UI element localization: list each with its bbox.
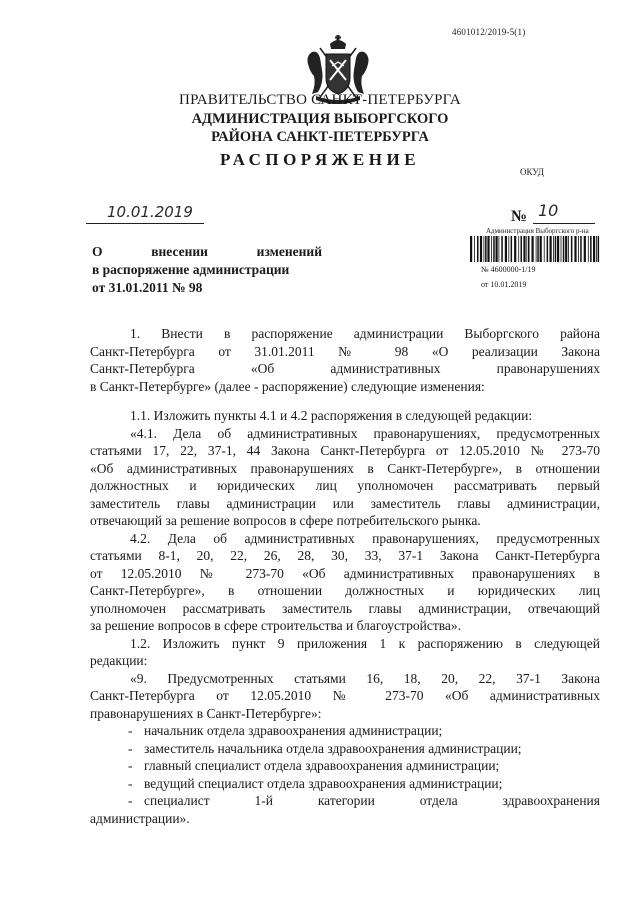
list-item — [90, 757, 600, 775]
list-item — [90, 740, 600, 758]
list-dash: - — [128, 775, 133, 791]
list-item-text: заместитель начальника отдела здравоохранения администрации; — [144, 740, 522, 756]
subject-line-2: в распоряжение администрации — [92, 262, 290, 277]
body-line: статьями 17, 22, 37-1, 44 Закона Санкт-Петербурга от 12.05.2010 № 273-70 — [90, 443, 600, 458]
date-underline — [86, 223, 204, 224]
administration-line-2: РАЙОНА САНКТ-ПЕТЕРБУРГА — [211, 129, 429, 145]
administration-line-1: АДМИНИСТРАЦИЯ ВЫБОРГСКОГО — [191, 111, 449, 127]
body-line: 4.2. Дела об административных правонарушениях, предусмотренных — [130, 530, 600, 546]
stamp-organization: Администрация Выборгского р-на — [486, 227, 589, 235]
handwritten-date: 10.01.2019 — [107, 203, 193, 221]
list-item-text: начальник отдела здравоохранения администрации; — [144, 723, 443, 738]
list-item-text: главный специалист отдела здравоохранения администрации; — [144, 758, 500, 773]
list-dash: - — [128, 758, 133, 773]
body-line: Санкт-Петербурга от 12.05.2010 № 273-70 «Об административных — [90, 688, 600, 703]
document-subject — [92, 243, 322, 297]
document-code: 4601012/2019-5(1) — [452, 27, 526, 37]
body-line: отвечающий за решение вопросов в сфере потребительского рынка. — [90, 513, 481, 528]
list-item — [90, 775, 600, 793]
list-item-text: специалист 1-й категории отдела здравоохранения — [144, 793, 600, 808]
document-body — [90, 325, 600, 827]
body-line: заместитель главы администрации или заместитель главы администрации, — [90, 495, 600, 511]
list-dash: - — [128, 793, 133, 808]
subject-word: внесении — [151, 244, 208, 259]
body-line: Санкт-Петербурге», в отношении должностных и юридических лиц — [90, 583, 600, 598]
body-line: статьями 8-1, 20, 22, 26, 28, 30, 33, 37-1 Закона Санкт-Петербурга — [90, 548, 600, 563]
list-dash: - — [128, 740, 133, 756]
barcode-icon — [470, 236, 600, 262]
administration-heading — [0, 110, 640, 146]
body-line: в Санкт-Петербурге» (далее - распоряжение) следующие изменения: — [90, 378, 485, 394]
body-line: «9. Предусмотренных статьями 16, 18, 20, 22, 37-1 Закона — [130, 670, 600, 686]
subject-word: О — [92, 244, 103, 259]
body-line: «Об административных правонарушениях в Санкт-Петербурге», в отношении — [90, 460, 600, 476]
number-label: № — [511, 208, 528, 225]
document-type-title: РАСПОРЯЖЕНИЕ — [219, 150, 421, 169]
body-line: 1. Внести в распоряжение администрации Выборгского района — [130, 326, 600, 341]
list-dash: - — [128, 723, 133, 738]
subject-word: изменений — [256, 244, 322, 259]
body-line: «4.1. Дела об административных правонарушениях, предусмотренных — [130, 425, 600, 441]
okud-label: ОКУД — [520, 167, 544, 177]
list-item-text: ведущий специалист отдела здравоохранения администрации; — [144, 775, 503, 791]
body-line: должностных и юридических лиц уполномочен рассматривать первый — [90, 478, 600, 493]
body-line: правонарушениях в Санкт-Петербурге»: — [90, 705, 322, 721]
stamp-registration-date: от 10.01.2019 — [481, 280, 527, 289]
body-line: Санкт-Петербурга от 31.01.2011 № 98 «О реализации Закона — [90, 343, 600, 359]
body-line: от 12.05.2010 № 273-70 «Об административных правонарушениях в — [90, 565, 600, 581]
stamp-registration-number: № 4600000-1/19 — [481, 265, 536, 274]
list-item — [90, 792, 600, 810]
handwritten-number: 10 — [538, 201, 559, 220]
body-line: редакции: — [90, 653, 148, 668]
body-line: за решение вопросов в сфере строительства и благоустройства». — [90, 618, 462, 633]
body-line: 1.1. Изложить пункты 4.1 и 4.2 распоряжения в следующей редакции: — [130, 408, 533, 423]
body-line: администрации». — [90, 810, 190, 826]
list-item — [90, 722, 600, 740]
body-line: Санкт-Петербурга «Об административных правонарушениях — [90, 361, 600, 376]
subject-line-1 — [92, 243, 322, 261]
body-line: уполномочен рассматривать заместитель главы администрации, отвечающий — [90, 600, 600, 616]
government-heading: ПРАВИТЕЛЬСТВО САНКТ-ПЕТЕРБУРГА — [179, 92, 461, 108]
subject-line-3: от 31.01.2011 № 98 — [92, 280, 203, 295]
number-underline — [533, 223, 595, 224]
body-line: 1.2. Изложить пункт 9 приложения 1 к распоряжению в следующей — [130, 635, 600, 651]
